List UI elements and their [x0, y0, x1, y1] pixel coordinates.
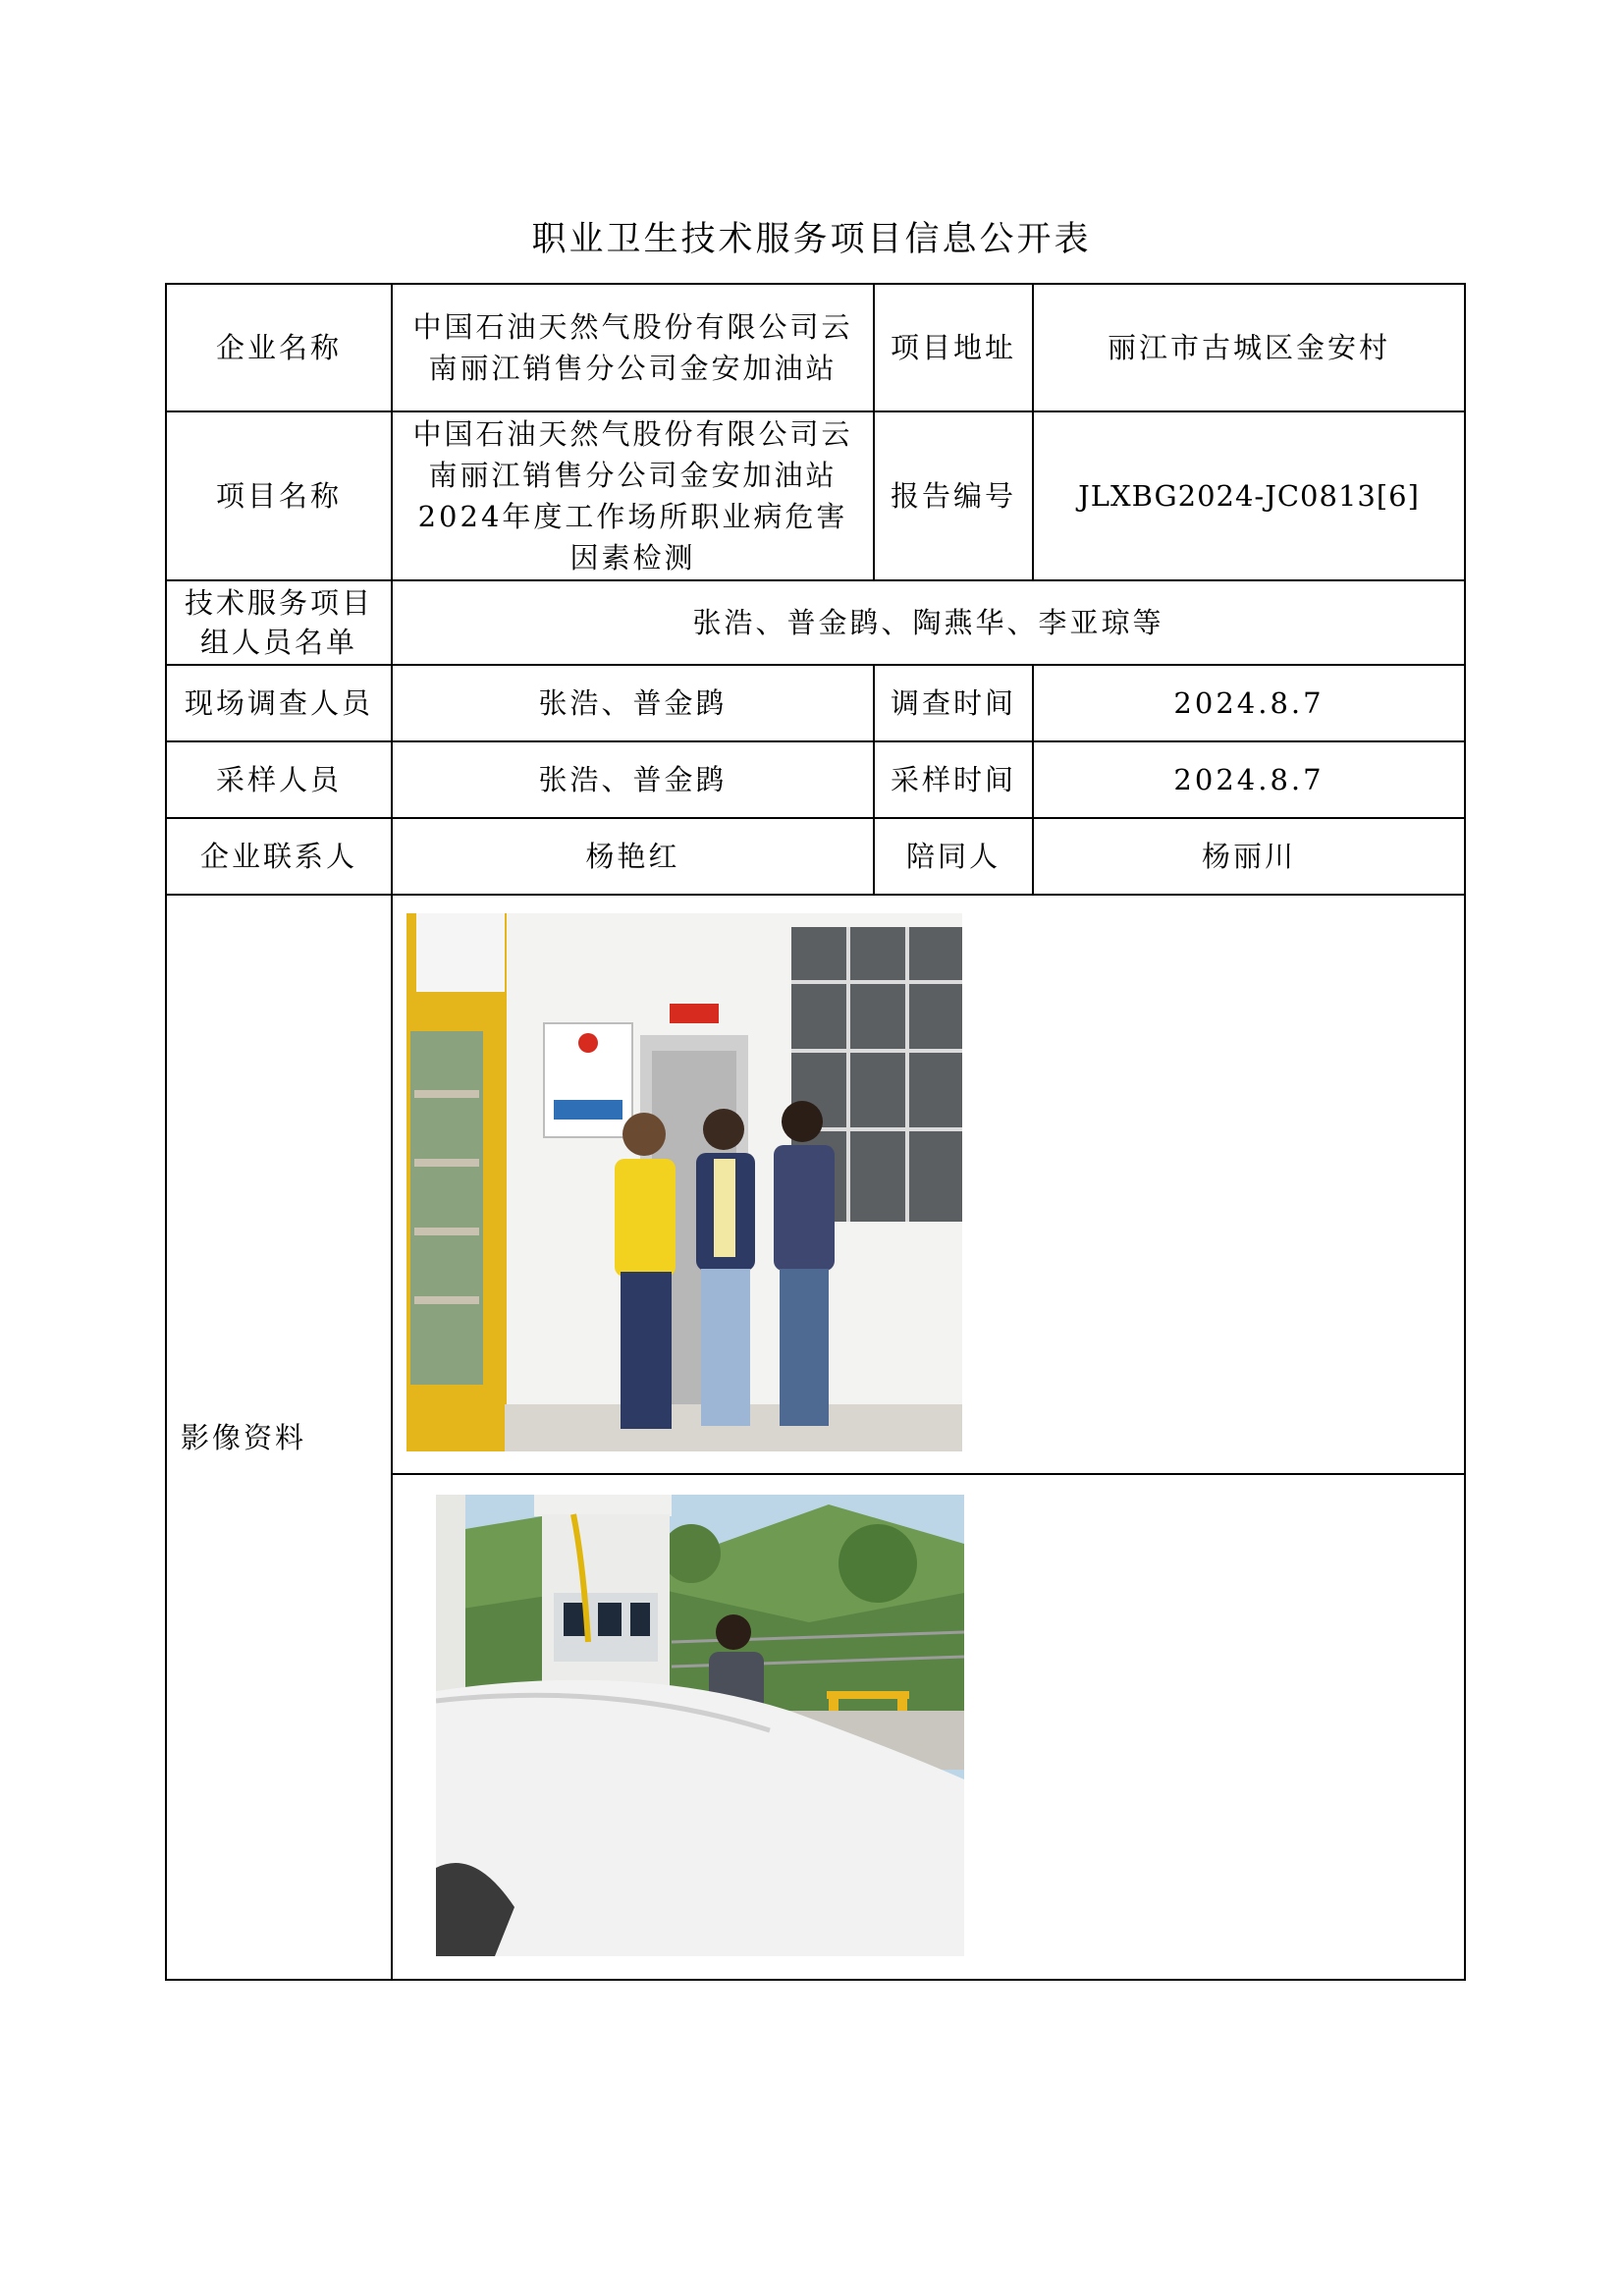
project-address-value: 丽江市古城区金安村	[1033, 284, 1465, 411]
project-name-value: 中国石油天然气股份有限公司云南丽江销售分公司金安加油站2024年度工作场所职业病危害因素检测	[392, 411, 874, 580]
project-name-label: 项目名称	[166, 411, 392, 580]
sampling-staff-label: 采样人员	[166, 741, 392, 818]
photo-cell-1	[392, 895, 1465, 1474]
contact-row	[166, 818, 1465, 895]
survey-date-label: 调查时间	[874, 665, 1033, 741]
escort-value: 杨丽川	[1033, 818, 1465, 895]
media-label: 影像资料	[166, 895, 392, 1980]
company-name-value: 中国石油天然气股份有限公司云南丽江销售分公司金安加油站	[392, 284, 874, 411]
project-address-label: 项目地址	[874, 284, 1033, 411]
media-row-1	[166, 895, 1465, 1474]
page-title: 职业卫生技术服务项目信息公开表	[531, 220, 1092, 259]
company-contact-value: 杨艳红	[392, 818, 874, 895]
team-members-value: 张浩、普金鹍、陶燕华、李亚琼等	[392, 580, 1465, 665]
escort-label: 陪同人	[874, 818, 1033, 895]
project-row	[166, 411, 1465, 580]
company-row	[166, 284, 1465, 411]
info-table	[165, 283, 1466, 1981]
site-photo-pump	[436, 1495, 964, 1956]
sampling-row	[166, 741, 1465, 818]
site-photo-staff	[406, 913, 962, 1451]
sampling-staff-value: 张浩、普金鹍	[392, 741, 874, 818]
company-name-label: 企业名称	[166, 284, 392, 411]
team-members-label: 技术服务项目组人员名单	[166, 580, 392, 665]
company-contact-label: 企业联系人	[166, 818, 392, 895]
team-row	[166, 580, 1465, 665]
report-number-value: JLXBG2024-JC0813[6]	[1033, 411, 1465, 580]
report-number-label: 报告编号	[874, 411, 1033, 580]
survey-date-value: 2024.8.7	[1033, 665, 1465, 741]
survey-staff-value: 张浩、普金鹍	[392, 665, 874, 741]
survey-row	[166, 665, 1465, 741]
survey-staff-label: 现场调查人员	[166, 665, 392, 741]
sampling-date-label: 采样时间	[874, 741, 1033, 818]
sampling-date-value: 2024.8.7	[1033, 741, 1465, 818]
photo-cell-2	[392, 1474, 1465, 1980]
